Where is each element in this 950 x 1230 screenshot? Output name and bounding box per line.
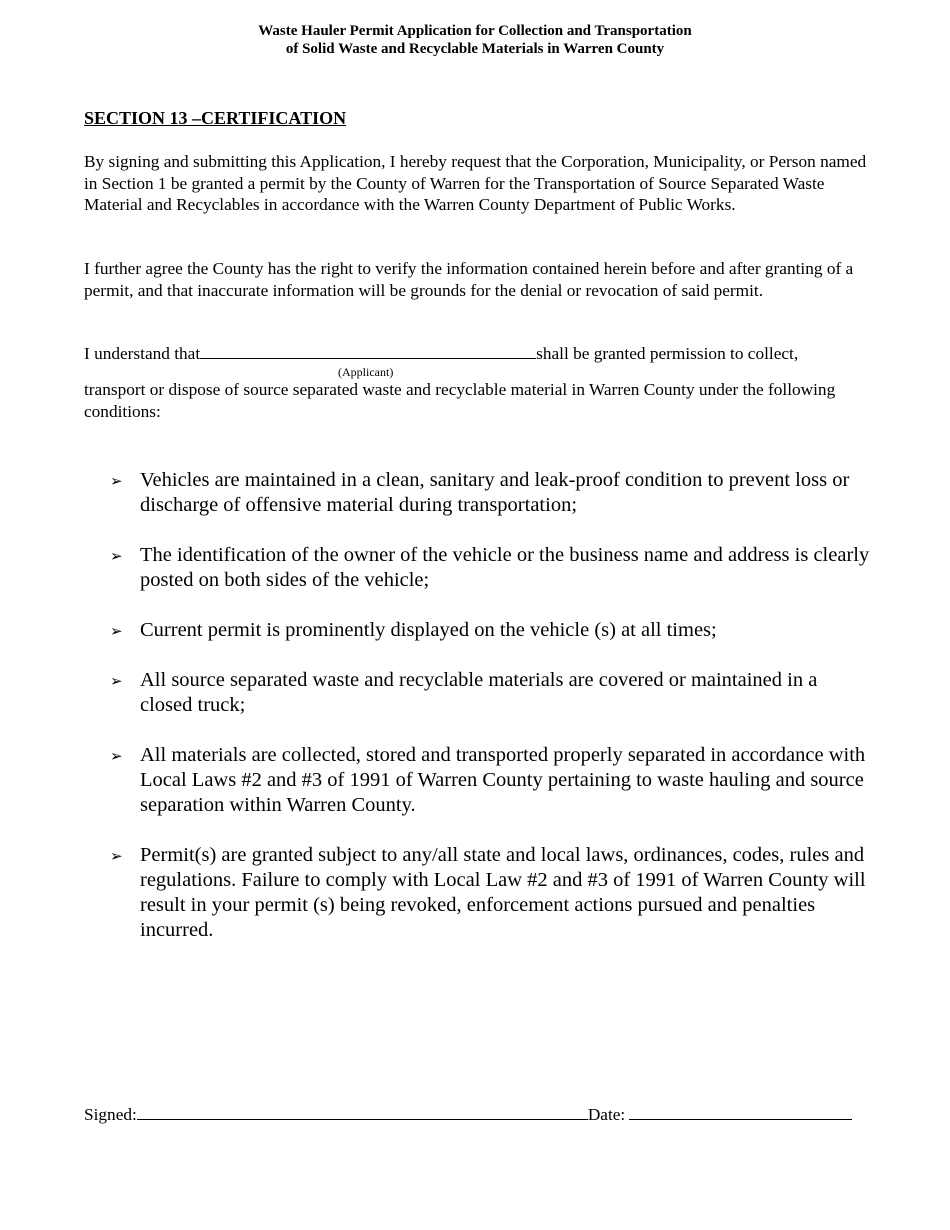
condition-text: All source separated waste and recyclable materials are covered or maintained in a closed truck; (140, 669, 818, 716)
understand-prefix: I understand that (84, 344, 201, 363)
condition-text: Permit(s) are granted subject to any/all state and local laws, ordinances, codes, rules and regulations. Failure to comply with Local Law #2 and #3 of 1991 of Warren County will result in your permit (s) being revoked, enforcement actions pursued and penalties incurred. (140, 844, 866, 941)
date-label: Date: (587, 1105, 626, 1124)
condition-item (110, 543, 870, 593)
condition-item (110, 468, 870, 518)
request-paragraph: By signing and submitting this Application, I hereby request that the Corporation, Municipality, or Person named in Section 1 be granted a permit by the County of Warren for the Transportation of Source Separated Waste Material and Recyclables in accordance with the Warren County Department of Public Works. (84, 152, 867, 214)
document-header (0, 22, 950, 58)
applicant-name-field[interactable] (200, 343, 536, 359)
arrow-bullet-icon: ➢ (110, 547, 123, 565)
condition-text: The identification of the owner of the vehicle or the business name and address is clearly posted on both sides of the vehicle; (140, 544, 870, 591)
verify-paragraph: I further agree the County has the right to verify the information contained herein before and after granting of a permit, and that inaccurate information will be grounds for the denial or revocation of said permit. (84, 259, 854, 300)
condition-item (110, 743, 870, 818)
arrow-bullet-icon: ➢ (110, 747, 123, 765)
condition-text: Current permit is prominently displayed on the vehicle (s) at all times; (140, 619, 717, 641)
header-line-1: Waste Hauler Permit Application for Collection and Transportation (258, 23, 692, 39)
date-field[interactable] (629, 1103, 852, 1120)
applicant-caption: (Applicant) (338, 365, 394, 379)
arrow-bullet-icon: ➢ (110, 472, 123, 490)
signature-field[interactable] (137, 1103, 588, 1120)
section-title: SECTION 13 –CERTIFICATION (84, 108, 347, 128)
header-line-2: of Solid Waste and Recyclable Materials in Warren County (285, 41, 665, 57)
arrow-bullet-icon: ➢ (110, 847, 123, 865)
condition-item (110, 618, 870, 643)
condition-text: Vehicles are maintained in a clean, sanitary and leak-proof condition to prevent loss or discharge of offensive material during transportation; (140, 469, 850, 516)
condition-text: All materials are collected, stored and transported properly separated in accordance with Local Laws #2 and #3 of 1991 of Warren County pertaining to waste hauling and source separation within Warren County. (140, 744, 866, 816)
understand-suffix: shall be granted permission to collect, (536, 344, 799, 363)
understand-line (84, 343, 874, 365)
condition-item (110, 843, 870, 943)
signature-row (84, 1103, 852, 1125)
condition-item (110, 668, 870, 718)
conditions-intro: transport or dispose of source separated waste and recyclable material in Warren County under the following conditions: (84, 380, 836, 421)
signed-label: Signed: (84, 1105, 137, 1124)
arrow-bullet-icon: ➢ (110, 672, 123, 690)
arrow-bullet-icon: ➢ (110, 622, 123, 640)
conditions-list (110, 468, 870, 968)
